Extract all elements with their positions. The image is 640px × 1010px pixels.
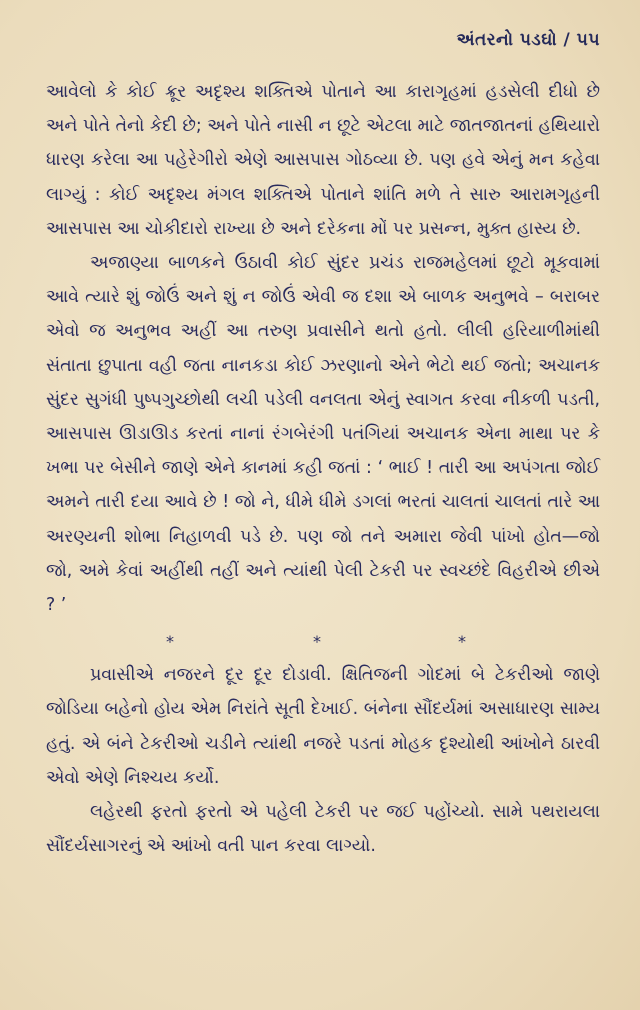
paragraph-first-hill: લહેરથી ફરતો ફરતો એ પહેલી ટેકરી પર જઈ પહોંચ્યો. સામે પથરાયલા સૌંદર્યસાગરનું એ આંખો વતી પાન કરવા લાગ્યો. bbox=[46, 802, 600, 857]
paragraph-twin-hills: પ્રવાસીએ નજરને દૂર દૂર દોડાવી. ક્ષિતિજની ગોદમાં બે ટેકરીઓ જાણે જોડિયા બહેનો હોય એમ નિરાંતે સૂતી દેખાઈ. બંનેના સૌંદર્યમાં અસાધારણ સામ્ય હતું. એ બંને ટેકરીઓ ચડીને ત્યાંથી નજરે પડતાં મોહક દૃશ્યોથી આંખોને ઠારવી એવો એણે નિશ્ચય કર્યો. bbox=[46, 665, 600, 788]
section-break-star: * bbox=[166, 632, 174, 652]
paragraph-child-analogy: અજાણ્યા બાળકને ઉઠાવી કોઈ સુંદર પ્રચંડ રાજમહેલમાં છૂટો મૂકવામાં આવે ત્યારે શું જોઉં અને શું ન જોઉં એવી જ દશા એ બાળક અનુભવે – બરાબર એવો જ અનુભવ અહીં આ તરુણ પ્રવાસીને થતો હતો. લીલી હરિયાળીમાંથી સંતાતા છુપાતા વહી જતા નાનકડા કોઈ ઝરણાનો એને ભેટો થઈ જતો; અચાનક સુંદર સુગંધી પુષ્પગુચ્છોથી લચી પડેલી વનલતા એનું સ્વાગત કરવા નીકળી પડતી, આસપાસ ઊડાઊડ કરતાં નાનાં રંગબેરંગી પતંગિયાં અચાનક એના માથા પર કે ખભા પર બેસીને જાણે એને કાનમાં કહી જતાં : ‘ ભાઈ ! તારી આ અપંગતા જોઈ અમને તારી દયા આવે છે ! જો ને, ધીમે ધીમે ડગલાં ભરતાં ચાલતાં ચાલતાં તારે આ અરણ્યની શોભા નિહાળવી પડે છે. પણ જો તને અમારા જેવી પાંખો હોત—જો જો, અમે કેવાં અહીંથી તહીં અને ત્યાંથી પેલી ટેકરી પર સ્વચ્છંદે વિહરીએ છીએ ? ’ bbox=[46, 253, 600, 616]
paragraph-continued: આવેલો કે કોઈ ક્રૂર અદૃશ્ય શક્તિએ પોતાને આ કારાગૃહમાં હડસેલી દીધો છે અને પોતે તેનો કેદી છે; અને પોતે નાસી ન છૂટે એટલા માટે જાતજાતનાં હથિયારો ધારણ કરેલા આ પહેરેગીરો એણે આસપાસ ગોઠવ્યા છે. પણ હવે એનું મન કહેવા લાગ્યું : કોઈ અદૃશ્ય મંગલ શક્તિએ પોતાને શાંતિ મળે તે સારુ આરામગૃહની આસપાસ આ ચોકીદારો રાખ્યા છે અને દરેકના મોં પર પ્રસન્ન, મુક્ત હાસ્ય છે. bbox=[46, 82, 600, 239]
running-header: અંતરનો પડઘો / ૫૫ bbox=[456, 30, 600, 50]
section-break-star: * bbox=[458, 632, 466, 652]
body-text bbox=[46, 75, 600, 863]
section-break-star: * bbox=[313, 632, 321, 652]
section-break bbox=[46, 622, 600, 658]
